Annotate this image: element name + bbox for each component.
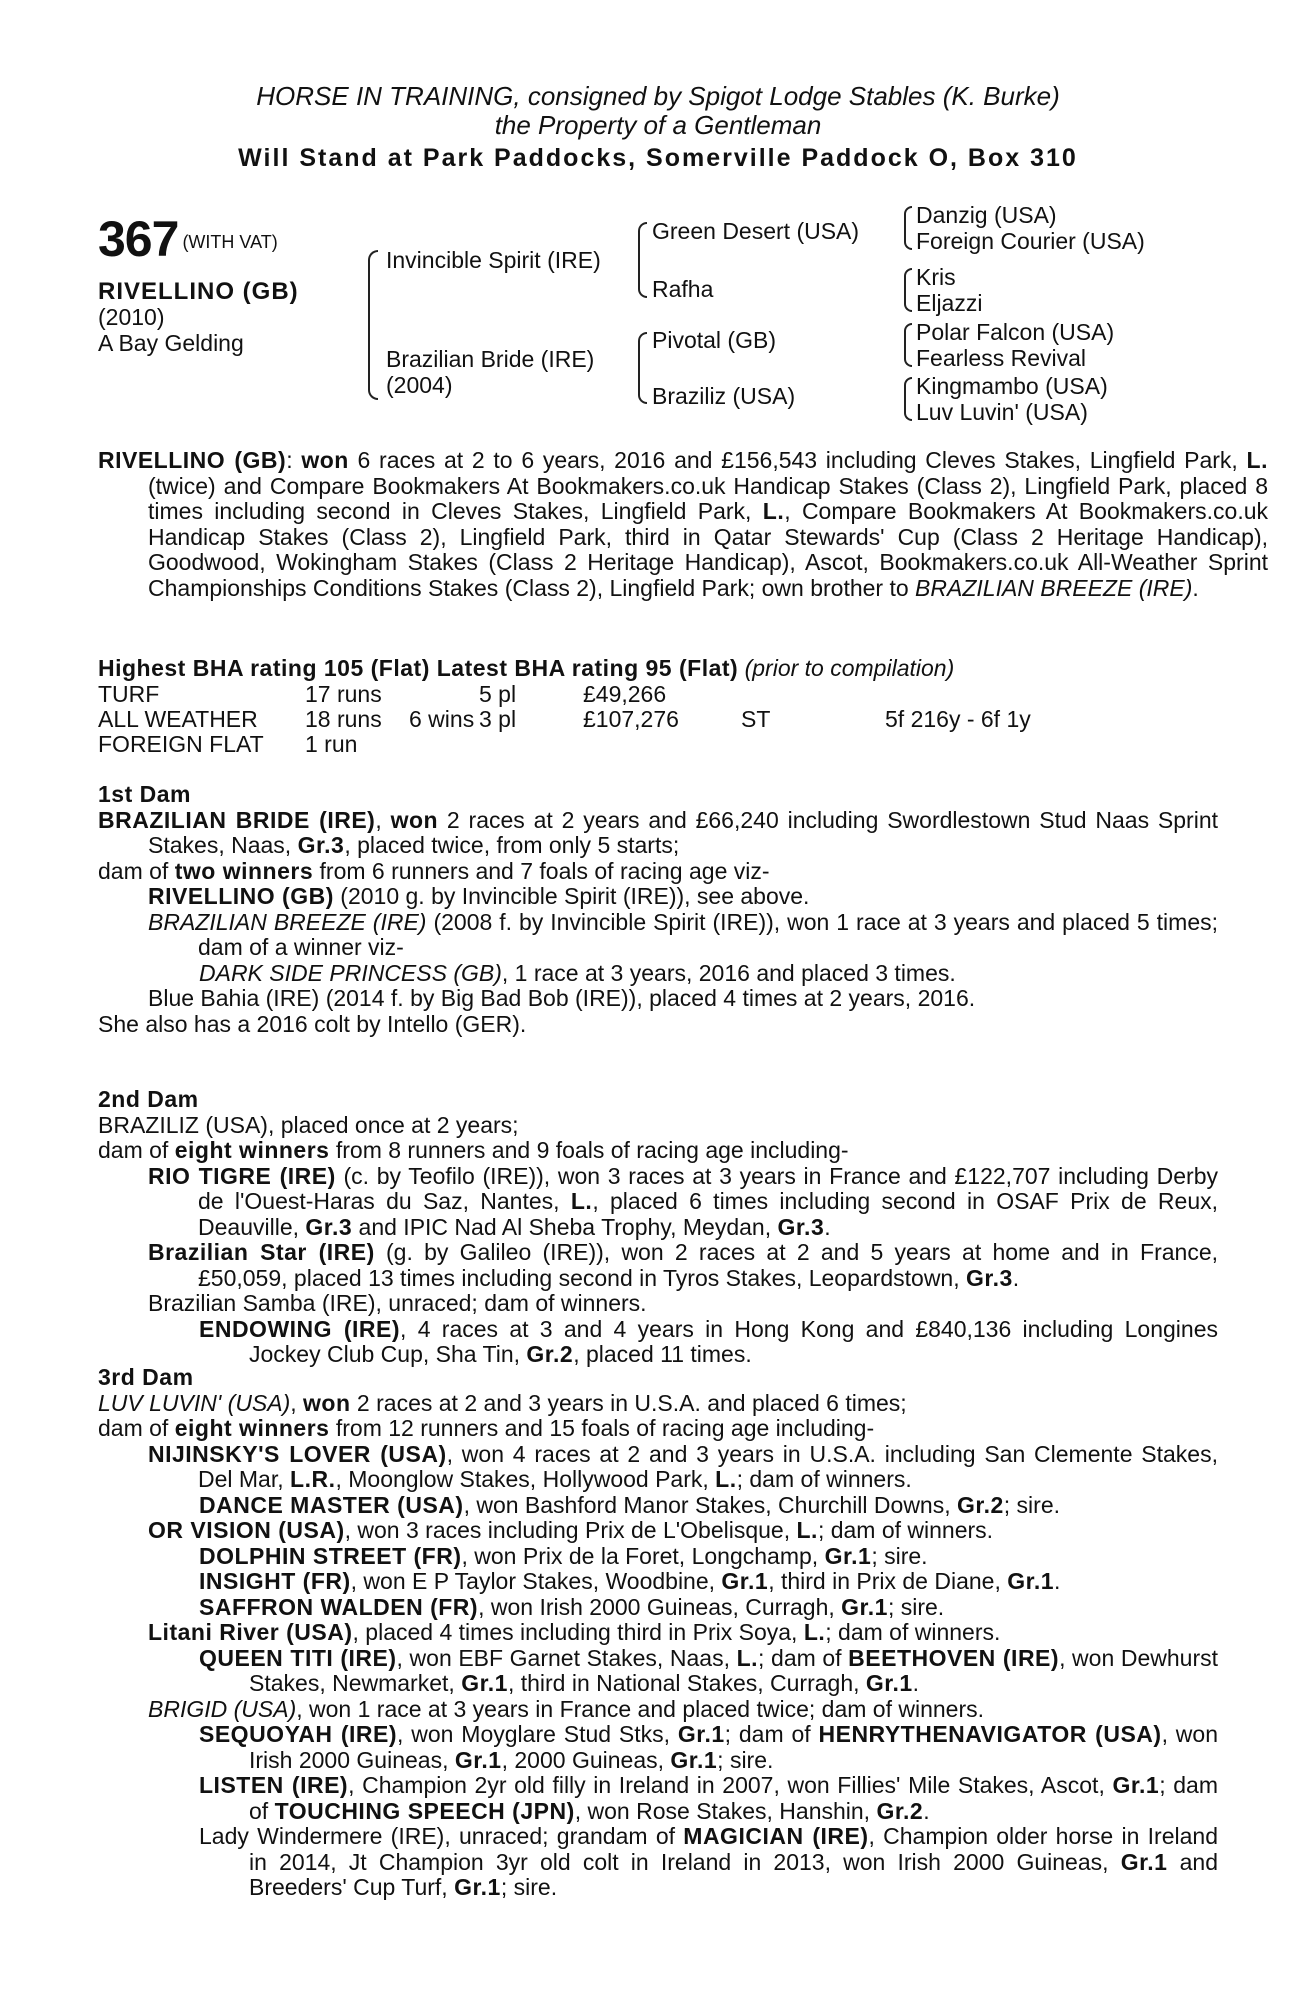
- progeny-insight: INSIGHT (FR): [199, 1568, 351, 1594]
- sw-text-1: , won Irish 2000 Guineas, Curragh,: [478, 1593, 842, 1620]
- lw-text-2: , Champion older horse in Ireland in 2014, Jt Champion 3yr old colt in Ireland in 2013, won Irish 2000 Guineas,: [249, 1823, 1218, 1875]
- horse-name: RIVELLINO (GB): [98, 278, 299, 305]
- ratings-table: [98, 682, 1085, 757]
- pedigree-sss: Danzig (USA): [916, 202, 1057, 228]
- ins-text-2: , third in Prix de Diane,: [768, 1568, 1008, 1594]
- ins-text-1: , won E P Taylor Stakes, Woodbine,: [350, 1568, 722, 1594]
- pedigree-sire: Invincible Spirit (IRE): [386, 247, 601, 273]
- ratings-cell-runs: 17 runs: [305, 680, 382, 707]
- third-dam-section: 3rd Dam LUV LUVIN' (USA), won 2 races at 2 and 3 years in U.S.A. and placed 6 times; dam of eight winners from 12 runners and 15 foals of racing age including- NIJINSKY'S LOVER (USA), won 4 races at 2 and 3 years in U.S.A. including San Clemente Stakes, Del Mar, L.R., Moonglow Stakes, Hollywood Park, L.; dam of winners. DANCE MASTER (USA), won Bashford Manor Stakes, Churchill Downs, Gr.2; sire. OR VISION (USA), won 3 races including Prix de L'Obelisque, L.; dam of winners. DOLPHIN STREET (FR), won Prix de la Foret, Longchamp, Gr.1; sire. INSIGHT (FR), won E P Taylor Stakes, Woodbine, Gr.1, third in Prix de Diane, Gr.1. SAFFRON WALDEN (FR), won Irish 2000 Guineas, Curragh, Gr.1; sire. Litani River (USA), placed 4 times including third in Prix Soya, L.; dam of winners. QUEEN TITI (IRE), won EBF Garnet Stakes, Naas, L.; dam of BEETHOVEN (IRE), won Dewhurst Stakes, Newmarket, Gr.1, third in National Stakes, Curragh, Gr.1. BRIGID (USA), won 1 race at 3 years in France and placed twice; dam of winners. SEQUOYAH (IRE), won Moyglare Stud Stks, Gr.1; dam of HENRYTHENAVIGATOR (USA), won Irish 2000 Guineas, Gr.1, 2000 Guineas, Gr.1; sire. LISTEN (IRE), Champion 2yr old filly in Ireland in 2007, won Fillies' Mile Stakes, Ascot, Gr.1; dam of TOUCHING SPEECH (JPN), won Rose Stakes, Hanshin, Gr.2. Lady Windermere (IRE), unraced; grandam of MAGICIAN (IRE), Champion older horse in Ireland in 2014, Jt Champion 3yr old colt in Ireland in 2013, won Irish 2000 Guineas, Gr.1 and Breeders' Cup Turf, Gr.1; sire.: [98, 1364, 1218, 1900]
- summary-horse-name: RIVELLINO (GB): [98, 447, 287, 473]
- sq-grade-2: Gr.1: [454, 1746, 502, 1773]
- pedigree-brace-dd: [904, 377, 912, 421]
- first-dam-section: 1st Dam BRAZILIAN BRIDE (IRE), won 2 races at 2 years and £66,240 including Swordlestown Stud Naas Sprint Stakes, Naas, Gr.3, placed twice, from only 5 starts; dam of two winners from 6 runners and 7 foals of racing age viz- RIVELLINO (GB) (2010 g. by Invincible Spirit (IRE)), see above. BRAZILIAN BREEZE (IRE) (2008 f. by Invincible Spirit (IRE)), won 1 race at 3 years and placed 5 times; dam of a winner viz- DARK SIDE PRINCESS (GB), 1 race at 3 years, 2016 and placed 3 times. Blue Bahia (IRE) (2014 f. by Big Bad Bob (IRE)), placed 4 times at 2 years, 2016. She also has a 2016 colt by Intello (GER).: [98, 781, 1219, 1037]
- ratings-cell-dist: [885, 732, 1085, 757]
- third-dam-text-1: 2 races at 2 and 3 years in U.S.A. and placed 6 times;: [350, 1389, 907, 1416]
- ratings-row: [98, 707, 1085, 732]
- ratings-cell-going: [741, 732, 885, 757]
- nl-text-3: ; dam of winners.: [736, 1466, 912, 1492]
- sq-text-5: ; sire.: [717, 1746, 774, 1773]
- bs-text-1: (g. by Galileo (IRE)), won 2 races at 2 and 5 years at home and in France, £50,059, placed 13 times including second in Tyros Stakes, Leopardstown,: [198, 1239, 1219, 1291]
- li-text-2: ; dam of: [249, 1772, 1218, 1824]
- ratings-cell-pl: [479, 732, 583, 757]
- dm-text-1: , won Bashford Manor Stakes, Churchill Downs,: [463, 1491, 957, 1518]
- sw-grade: Gr.1: [841, 1593, 888, 1620]
- ins-grade-1: Gr.1: [721, 1568, 769, 1594]
- lr-text-2: ; dam of winners.: [825, 1619, 1001, 1645]
- first-dam-text-1: 2 races at 2 years and £66,240 including Swordlestown Stud Naas Sprint Stakes, Naas,: [148, 806, 1219, 858]
- li-touching-speech: TOUCHING SPEECH (JPN): [274, 1797, 575, 1824]
- pedigree-brace-sd: [904, 268, 912, 312]
- ds-text-1: , won Prix de la Foret, Longchamp,: [461, 1542, 825, 1569]
- progeny-brazilian-breeze-text: (2008 f. by Invincible Spirit (IRE)), won 1 race at 3 years and placed 5 times; dam of a winner viz-: [198, 908, 1219, 960]
- pedigree-brace-dam: [638, 332, 647, 404]
- third-dam-winners: eight winners: [174, 1415, 330, 1441]
- summary-text-1: 6 races at 2 to 6 years, 2016 and £156,543 including Cleves Stakes, Lingfield Park,: [348, 447, 1247, 473]
- lw-grade-2: Gr.1: [454, 1874, 501, 1900]
- progeny-litani-river: Litani River (USA): [148, 1619, 353, 1645]
- pedigree-sdd: Eljazzi: [916, 290, 983, 316]
- progeny-brazilian-samba: Brazilian Samba (IRE), unraced; dam of winners.: [148, 1290, 647, 1316]
- first-dam-heading: 1st Dam: [98, 781, 191, 807]
- ds-text-2: ; sire.: [871, 1542, 928, 1569]
- qt-text-5: .: [912, 1670, 920, 1696]
- progeny-sequoyah: SEQUOYAH (IRE): [199, 1721, 398, 1747]
- first-dam-grade: Gr.3: [297, 832, 345, 858]
- dm-grade: Gr.2: [957, 1491, 1004, 1518]
- progeny-rivellino: RIVELLINO (GB): [148, 883, 334, 909]
- vat-note: (WITH VAT): [182, 232, 278, 252]
- third-dam-damof-2: from 12 runners and 15 foals of racing age including-: [329, 1415, 875, 1441]
- summary-text-2: (twice) and Compare Bookmakers At Bookmakers.co.uk Handicap Stakes (Class 2), Lingfield Park, placed 8 times including second in Cleves Stakes, Lingfield Park,: [148, 472, 1268, 524]
- progeny-dance-master: DANCE MASTER (USA): [199, 1491, 464, 1518]
- pedigree-dam-year: (2004): [386, 372, 453, 398]
- pedigree-dam: Brazilian Bride (IRE): [386, 346, 595, 372]
- lw-text-3: and Breeders' Cup Turf,: [249, 1848, 1218, 1900]
- ratings-cell-money: £49,266: [583, 680, 667, 707]
- second-dam-heading: 2nd Dam: [98, 1086, 199, 1112]
- rio-grade-2: Gr.3: [777, 1213, 825, 1240]
- pedigree-ssd: Foreign Courier (USA): [916, 228, 1145, 254]
- sq-henrythenavigator: HENRYTHENAVIGATOR (USA): [818, 1721, 1162, 1747]
- lot-number: 367: [98, 211, 179, 267]
- ratings-row: [98, 732, 1085, 757]
- pedigree-dss: Polar Falcon (USA): [916, 319, 1115, 345]
- rio-text-4: .: [824, 1213, 831, 1240]
- ratings-cell-money: £107,276: [583, 705, 679, 732]
- ov-text-1: , won 3 races including Prix de L'Obelisque,: [344, 1517, 797, 1543]
- progeny-rio-tigre: RIO TIGRE (IRE): [148, 1162, 336, 1189]
- summary-brother: BRAZILIAN BREEZE (IRE): [915, 574, 1193, 601]
- first-dam-damof: dam of: [98, 857, 175, 884]
- progeny-dolphin-street: DOLPHIN STREET (FR): [199, 1542, 462, 1569]
- ratings-heading: Highest BHA rating 105 (Flat) Latest BHA rating 95 (Flat): [98, 655, 739, 681]
- rio-text-2: , placed 6 times including second in OSAF Prix de Reux, Deauville,: [198, 1188, 1219, 1240]
- ds-grade: Gr.1: [824, 1542, 872, 1569]
- sq-grade-1: Gr.1: [677, 1721, 725, 1747]
- pedigree-brace-ss: [904, 206, 912, 250]
- progeny-saffron-walden: SAFFRON WALDEN (FR): [199, 1593, 479, 1620]
- qt-text-2: ; dam of: [758, 1644, 849, 1671]
- rio-grade-1: Gr.3: [305, 1213, 353, 1240]
- li-text-1: , Champion 2yr old filly in Ireland in 2007, won Fillies' Mile Stakes, Ascot,: [348, 1772, 1113, 1798]
- second-dam-damof-2: from 8 runners and 9 foals of racing age including-: [329, 1137, 849, 1163]
- pedigree-sds: Kris: [916, 264, 956, 290]
- second-dam-section: [98, 1087, 1218, 1368]
- progeny-listen: LISTEN (IRE): [199, 1772, 349, 1798]
- second-dam-winners: eight winners: [174, 1137, 330, 1163]
- pedigree-dam-dam: Braziliz (USA): [652, 383, 796, 409]
- ratings-cell-surface: ALL WEATHER: [98, 705, 258, 732]
- first-dam-colt-note: She also has a 2016 colt by Intello (GER).: [98, 1010, 527, 1037]
- first-dam-name: BRAZILIAN BRIDE (IRE): [98, 806, 376, 833]
- progeny-endowing: ENDOWING (IRE): [199, 1315, 401, 1342]
- ratings-row: [98, 682, 1085, 707]
- first-dam-winners: two winners: [174, 857, 314, 884]
- nl-text-2: , Moonglow Stakes, Hollywood Park,: [335, 1466, 716, 1492]
- summary-won: won: [301, 447, 349, 473]
- sw-text-2: ; sire.: [887, 1593, 945, 1620]
- ratings-section: [98, 656, 1218, 757]
- summary-listed-2: L.: [762, 498, 785, 524]
- li-text-4: .: [923, 1797, 930, 1824]
- qt-grade-1: Gr.1: [461, 1670, 508, 1696]
- ratings-cell-money: [583, 732, 741, 757]
- pedigree-dds: Kingmambo (USA): [916, 373, 1108, 399]
- summary-end: .: [1192, 574, 1199, 601]
- consignor-line: HORSE IN TRAINING, consigned by Spigot Lodge Stables (K. Burke): [256, 81, 1060, 111]
- rio-listed: L.: [570, 1188, 593, 1214]
- pedigree-brace-main: [368, 250, 378, 400]
- qt-grade-2: Gr.1: [865, 1670, 913, 1696]
- ratings-cell-dist: [885, 682, 1085, 707]
- horse-year: (2010): [98, 304, 165, 330]
- dm-text-2: ; sire.: [1003, 1491, 1060, 1518]
- second-dam-damof: dam of: [98, 1137, 175, 1163]
- property-line: the Property of a Gentleman: [494, 110, 822, 140]
- lot-number-block: [98, 210, 278, 268]
- ratings-cell-going: [741, 682, 885, 707]
- pedigree-brace-sire: [638, 222, 647, 298]
- pedigree-dam-sire: Pivotal (GB): [652, 327, 776, 353]
- pedigree-sire-dam: Rafha: [652, 276, 714, 302]
- ratings-cell-pl: 3 pl: [479, 705, 517, 732]
- progeny-brazilian-star: Brazilian Star (IRE): [148, 1239, 375, 1265]
- ratings-cell-surface: TURF: [98, 680, 160, 707]
- lr-listed: L.: [803, 1619, 826, 1645]
- pedigree-sire-sire: Green Desert (USA): [652, 218, 860, 244]
- ratings-cell-dist: 5f 216y - 6f 1y: [885, 705, 1031, 732]
- sq-text-3: , won Irish 2000 Guineas,: [249, 1721, 1218, 1773]
- summary-text-3: , Compare Bookmakers At Bookmakers.co.uk Handicap Stakes (Class 2), Lingfield Park, third in Qatar Stewards' Cup (Class 2 Heritage Handicap), Goodwood, Wokingham Stakes (Class 2 Heritage Handicap), Ascot, Bookmakers.co.uk All-Weather Sprint Championships Conditions Stakes (Class 2), Lingfield Park; own brother to: [148, 498, 1268, 601]
- sq-grade-3: Gr.1: [670, 1746, 718, 1773]
- li-grade-2: Gr.2: [876, 1797, 924, 1824]
- pedigree-ddd: Luv Luvin' (USA): [916, 399, 1088, 425]
- summary-listed-1: L.: [1246, 447, 1268, 473]
- stand-location: Will Stand at Park Paddocks, Somerville Paddock O, Box 310: [238, 144, 1078, 172]
- catalogue-page: [98, 81, 1268, 1900]
- ratings-cell-wins: [409, 732, 479, 757]
- lr-text-1: , placed 4 times including third in Prix Soya,: [352, 1619, 804, 1645]
- rio-text-3: and IPIC Nad Al Sheba Trophy, Meydan,: [352, 1213, 778, 1240]
- qt-text-3: , won Dewhurst Stakes, Newmarket,: [249, 1644, 1218, 1696]
- race-record-summary: RIVELLINO (GB): won 6 races at 2 to 6 years, 2016 and £156,543 including Cleves Stakes, Lingfield Park, L. (twice) and Compare Bookmakers At Bookmakers.co.uk Handicap Stakes (Class 2), Lingfield Park, placed 8 times including second in Cleves Stakes, Lingfield Park, L., Compare Bookmakers At Bookmakers.co.uk Handicap Stakes (Class 2), Lingfield Park, third in Qatar Stewards' Cup (Class 2 Heritage Handicap), Goodwood, Wokingham Stakes (Class 2 Heritage Handicap), Ascot, Bookmakers.co.uk All-Weather Sprint Championships Conditions Stakes (Class 2), Lingfield Park; own brother to BRAZILIAN BREEZE (IRE).: [98, 447, 1268, 601]
- endowing-grade: Gr.2: [526, 1341, 574, 1367]
- lw-text-4: ; sire.: [500, 1874, 558, 1900]
- ins-text-3: .: [1054, 1568, 1061, 1594]
- first-dam-damof-2: from 6 runners and 7 foals of racing age viz-: [313, 857, 770, 884]
- nl-listed-1: L.R.: [290, 1466, 336, 1492]
- endowing-text-1: , 4 races at 3 and 4 years in Hong Kong and £840,136 including Longines Jockey Club Cup, Sha Tin,: [249, 1315, 1218, 1367]
- progeny-lady-windermere: Lady Windermere (IRE), unraced; grandam of: [199, 1823, 684, 1849]
- ins-grade-2: Gr.1: [1007, 1568, 1055, 1594]
- pedigree-dsd: Fearless Revival: [916, 345, 1086, 371]
- progeny-or-vision: OR VISION (USA): [148, 1517, 345, 1543]
- qt-listed: L.: [736, 1644, 759, 1671]
- li-text-3: , won Rose Stakes, Hanshin,: [574, 1797, 877, 1824]
- ratings-note: (prior to compilation): [744, 655, 955, 681]
- horse-description: A Bay Gelding: [98, 330, 244, 356]
- endowing-text-2: , placed 11 times.: [573, 1341, 752, 1367]
- lw-grade-1: Gr.1: [1120, 1848, 1168, 1875]
- br-text-1: , won 1 race at 3 years in France and placed twice; dam of winners.: [296, 1695, 985, 1722]
- progeny-nijinskys-lover: NIJINSKY'S LOVER (USA): [148, 1440, 447, 1467]
- first-dam-won: won: [390, 806, 439, 833]
- sq-text-1: , won Moyglare Stud Stks,: [397, 1721, 678, 1747]
- progeny-dark-side-princess-text: , 1 race at 3 years, 2016 and placed 3 times.: [501, 959, 956, 986]
- progeny-queen-titi: QUEEN TITI (IRE): [199, 1644, 397, 1671]
- bs-grade: Gr.3: [966, 1264, 1013, 1291]
- ratings-cell-runs: 18 runs: [305, 705, 382, 732]
- nl-listed-2: L.: [715, 1466, 737, 1492]
- sq-text-2: ; dam of: [724, 1721, 819, 1747]
- ratings-cell-wins: 6 wins: [409, 705, 475, 732]
- pedigree-brace-ds: [904, 323, 912, 367]
- second-dam-line: BRAZILIZ (USA), placed once at 2 years;: [98, 1111, 519, 1138]
- first-dam-text-2: , placed twice, from only 5 starts;: [344, 832, 680, 858]
- nl-text-1: , won 4 races at 2 and 3 years in U.S.A. including San Clemente Stakes, Del Mar,: [198, 1440, 1218, 1492]
- progeny-brigid: BRIGID (USA): [148, 1695, 297, 1722]
- progeny-brazilian-breeze: BRAZILIAN BREEZE (IRE): [148, 908, 427, 935]
- ov-text-2: ; dam of winners.: [817, 1517, 994, 1543]
- ratings-cell-surface: FOREIGN FLAT: [98, 730, 264, 757]
- qt-text-4: , third in National Stakes, Curragh,: [507, 1670, 866, 1696]
- rio-text-1: (c. by Teofilo (IRE)), won 3 races at 3 years in France and £122,707 including Derby de l'Ouest-Haras du Saz, Nantes,: [198, 1162, 1218, 1214]
- ratings-cell-runs: 1 run: [305, 730, 358, 757]
- lw-magician: MAGICIAN (IRE): [683, 1823, 869, 1849]
- progeny-blue-bahia: Blue Bahia (IRE) (2014 f. by Big Bad Bob (IRE)), placed 4 times at 2 years, 2016.: [148, 985, 976, 1011]
- bs-text-2: .: [1012, 1264, 1020, 1291]
- li-grade-1: Gr.1: [1112, 1772, 1160, 1798]
- ratings-cell-going: ST: [741, 705, 771, 732]
- third-dam-won: won: [303, 1389, 351, 1416]
- progeny-dark-side-princess: DARK SIDE PRINCESS (GB): [199, 959, 502, 986]
- progeny-rivellino-text: (2010 g. by Invincible Spirit (IRE)), see above.: [333, 883, 810, 909]
- third-dam-name: LUV LUVIN' (USA): [98, 1389, 291, 1416]
- third-dam-heading: 3rd Dam: [98, 1364, 194, 1390]
- ov-listed: L.: [796, 1517, 818, 1543]
- third-dam-damof: dam of: [98, 1415, 175, 1441]
- sq-text-4: , 2000 Guineas,: [501, 1746, 671, 1773]
- ratings-cell-wins: [409, 682, 479, 707]
- qt-beethoven: BEETHOVEN (IRE): [848, 1644, 1060, 1671]
- qt-text-1: , won EBF Garnet Stakes, Naas,: [396, 1644, 737, 1671]
- ratings-cell-pl: 5 pl: [479, 680, 517, 707]
